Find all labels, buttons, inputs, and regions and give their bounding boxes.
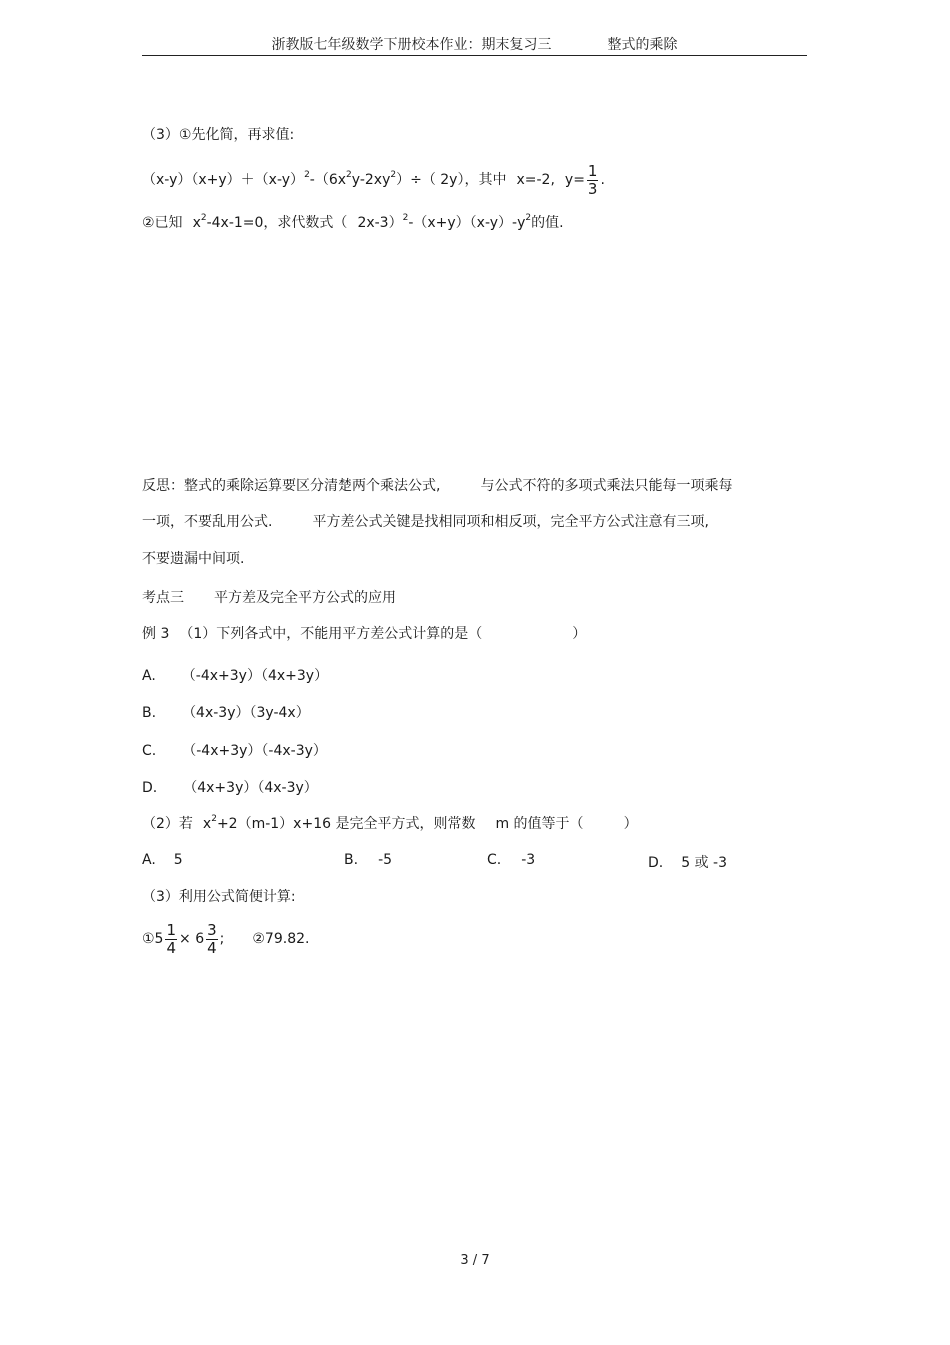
reflection-line-2 — [142, 513, 709, 531]
option-letter: A. — [142, 852, 156, 868]
expr-part: ）÷（ 2y），其中 — [396, 172, 507, 188]
expr-part: ②已知 — [142, 215, 183, 231]
fraction-denominator: 4 — [207, 938, 217, 957]
header-title: 浙教版七年级数学下册校本作业：期末复习三 — [271, 37, 552, 53]
exponent: 2 — [525, 213, 532, 223]
option-d — [142, 777, 318, 797]
fraction-denominator: 3 — [587, 179, 598, 198]
header-rule — [142, 55, 807, 56]
expr-part: y-2xy — [351, 172, 391, 188]
fraction — [587, 163, 599, 198]
option-letter: D. — [648, 855, 664, 871]
exponent: 2 — [211, 814, 217, 824]
option-b — [142, 702, 310, 722]
expr-part: -（6x — [309, 172, 347, 188]
question-text: （3）利用公式简便计算: — [142, 889, 296, 905]
option-letter: C. — [142, 743, 157, 759]
page-number: 3 / 7 — [460, 1253, 490, 1268]
example3-q1 — [142, 625, 586, 643]
fraction — [206, 922, 218, 957]
expr-part: （2）若 — [142, 816, 193, 832]
option-text: -3 — [521, 852, 536, 868]
option-letter: B. — [142, 705, 157, 721]
expr-part: -（x+y）（x-y）-y — [408, 215, 526, 231]
q2-option-c — [487, 852, 535, 868]
expr-part: x — [202, 816, 212, 832]
expr-part: x — [192, 215, 201, 231]
reflection-text: 与公式不符的多项式乘法只能每一项乘每 — [480, 478, 733, 494]
q3-expression — [142, 162, 605, 198]
q2-option-d — [648, 852, 727, 872]
expr-part: 的值. — [531, 215, 564, 231]
option-letter: A. — [142, 668, 156, 684]
option-letter: D. — [142, 780, 158, 796]
reflection-text: 一项，不要乱用公式. — [142, 514, 273, 530]
example3-q3-expr — [142, 920, 309, 958]
fraction-numerator: 1 — [166, 920, 177, 939]
fraction-denominator: 4 — [166, 938, 177, 957]
reflection-text: 平方差公式关键是找相同项和相反项，完全平方公式注意有三项, — [312, 514, 709, 530]
exponent: 2 — [402, 213, 409, 223]
option-text: -5 — [378, 852, 393, 868]
expr-part: . — [600, 172, 605, 188]
expr-part: 2x-3） — [357, 215, 403, 231]
q3-label-text: （3）①先化简，再求值: — [142, 127, 295, 143]
expr-part: +2（m-1）x+16 是完全平方式，则常数 — [216, 816, 476, 832]
reflection-text: 反思：整式的乘除运算要区分清楚两个乘法公式, — [142, 478, 441, 494]
option-text: （-4x+3y）（4x+3y） — [181, 668, 329, 684]
reflection-line-1 — [142, 477, 732, 495]
example3-q3-label — [142, 888, 296, 906]
q3-part2 — [142, 214, 564, 232]
section-title: 平方差及完全平方公式的应用 — [214, 590, 396, 606]
option-text: 5 或 -3 — [681, 855, 728, 871]
option-text: 5 — [173, 852, 183, 868]
question-close: ） — [623, 816, 638, 832]
times-sign: × 6 — [179, 931, 205, 947]
q2-option-a — [142, 852, 183, 868]
section-heading — [142, 589, 396, 607]
question-text: （1）下列各式中，不能用平方差公式计算的是（ — [179, 626, 483, 642]
expr-part: ②79.82. — [252, 931, 310, 947]
example3-q2 — [142, 815, 638, 833]
expr-part: m 的值等于（ — [495, 816, 584, 832]
option-text: （4x-3y）（3y-4x） — [182, 705, 310, 721]
exponent: 2 — [304, 170, 310, 180]
question-close: ） — [572, 626, 587, 642]
expr-part: （x-y）（x+y）＋（x-y） — [142, 172, 305, 188]
option-letter: C. — [487, 852, 502, 868]
fraction-numerator: 1 — [587, 161, 598, 180]
page-header — [142, 34, 807, 54]
exponent: 2 — [346, 170, 352, 180]
example-label: 例 3 — [142, 626, 170, 642]
exponent: 2 — [200, 213, 207, 223]
q2-option-b — [344, 852, 392, 868]
q3-label — [142, 126, 294, 144]
option-letter: B. — [344, 852, 359, 868]
fraction-numerator: 3 — [207, 920, 217, 939]
expr-part: ①5 — [142, 931, 164, 947]
reflection-line-3 — [142, 550, 244, 568]
section-label: 考点三 — [142, 590, 184, 606]
option-a — [142, 665, 328, 685]
fraction — [165, 922, 177, 957]
expr-part: x=-2, — [516, 172, 555, 188]
exponent: 2 — [390, 170, 397, 180]
separator: ; — [219, 931, 225, 947]
header-subtitle: 整式的乘除 — [607, 37, 678, 53]
option-text: （-4x+3y）（-4x-3y） — [182, 743, 327, 759]
expr-part: y= — [564, 172, 585, 188]
option-c — [142, 740, 327, 760]
option-text: （4x+3y）（4x-3y） — [183, 780, 318, 796]
reflection-text: 不要遗漏中间项. — [142, 551, 245, 567]
expr-part: -4x-1=0，求代数式（ — [206, 215, 348, 231]
